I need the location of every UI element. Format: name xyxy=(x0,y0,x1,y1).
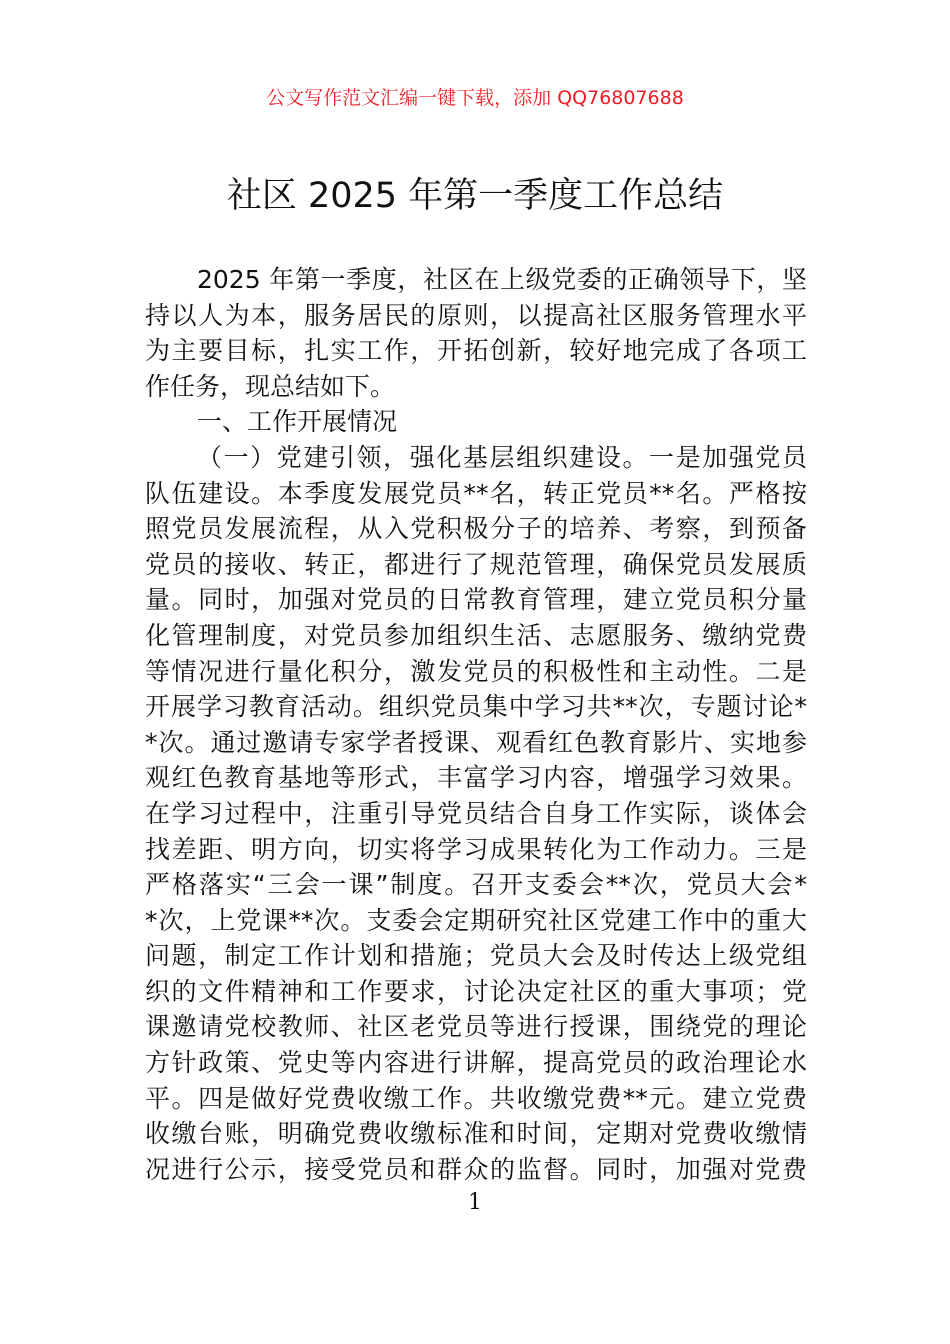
paragraph-line: *次。通过邀请专家学者授课、观看红色教育影片、实地参 xyxy=(145,727,807,757)
section-heading: 一、工作开展情况 xyxy=(197,407,398,437)
document-body xyxy=(145,262,807,1187)
paragraph-line: 课邀请党校教师、社区老党员等进行授课，围绕党的理论 xyxy=(145,1012,807,1042)
paragraph-line: 作任务，现总结如下。 xyxy=(145,371,396,401)
paragraph-line: 找差距、明方向，切实将学习成果转化为工作动力。三是 xyxy=(145,834,807,864)
paragraph-line: 收缴台账，明确党费收缴标准和时间，定期对党费收缴情 xyxy=(145,1119,807,1149)
page-number: 1 xyxy=(468,1190,482,1215)
promo-banner: 公文写作范文汇编一键下载，添加 QQ76807688 xyxy=(266,87,684,109)
paragraph-line: 等情况进行量化积分，激发党员的积极性和主动性。二是 xyxy=(145,656,807,686)
paragraph-line: 为主要目标，扎实工作，开拓创新，较好地完成了各项工 xyxy=(145,336,807,366)
paragraph-line: 况进行公示，接受党员和群众的监督。同时，加强对党费 xyxy=(145,1154,807,1184)
paragraph-line: 2025 年第一季度，社区在上级党委的正确领导下，坚 xyxy=(197,265,807,294)
paragraph-line: 开展学习教育活动。组织党员集中学习共**次，专题讨论* xyxy=(145,692,807,722)
paragraph-line: 化管理制度，对党员参加组织生活、志愿服务、缴纳党费 xyxy=(145,620,807,650)
paragraph-line: 队伍建设。本季度发展党员**名，转正党员**名。严格按 xyxy=(145,478,807,508)
paragraph-line: 党员的接收、转正，都进行了规范管理，确保党员发展质 xyxy=(145,549,807,579)
paragraph-line: 量。同时，加强对党员的日常教育管理，建立党员积分量 xyxy=(145,585,807,615)
paragraph-line: 观红色教育基地等形式，丰富学习内容，增强学习效果。 xyxy=(145,763,807,793)
paragraph-line: 严格落实“三会一课”制度。召开支委会**次，党员大会* xyxy=(145,870,807,900)
paragraph-line: *次，上党课**次。支委会定期研究社区党建工作中的重大 xyxy=(145,905,807,935)
paragraph-line: 持以人为本，服务居民的原则，以提高社区服务管理水平 xyxy=(145,300,807,330)
paragraph-line: 织的文件精神和工作要求，讨论决定社区的重大事项；党 xyxy=(145,976,807,1006)
paragraph-line: （一）党建引领，强化基层组织建设。一是加强党员 xyxy=(197,442,807,472)
paragraph-line: 平。四是做好党费收缴工作。共收缴党费**元。建立党费 xyxy=(145,1083,807,1113)
paragraph-line: 问题，制定工作计划和措施；党员大会及时传达上级党组 xyxy=(145,941,807,971)
paragraph-line: 照党员发展流程，从入党积极分子的培养、考察，到预备 xyxy=(145,514,807,544)
paragraph-line: 在学习过程中，注重引导党员结合自身工作实际，谈体会 xyxy=(145,798,807,828)
document-title: 社区 2025 年第一季度工作总结 xyxy=(226,176,724,216)
paragraph-line: 方针政策、党史等内容进行讲解，提高党员的政治理论水 xyxy=(145,1048,807,1078)
